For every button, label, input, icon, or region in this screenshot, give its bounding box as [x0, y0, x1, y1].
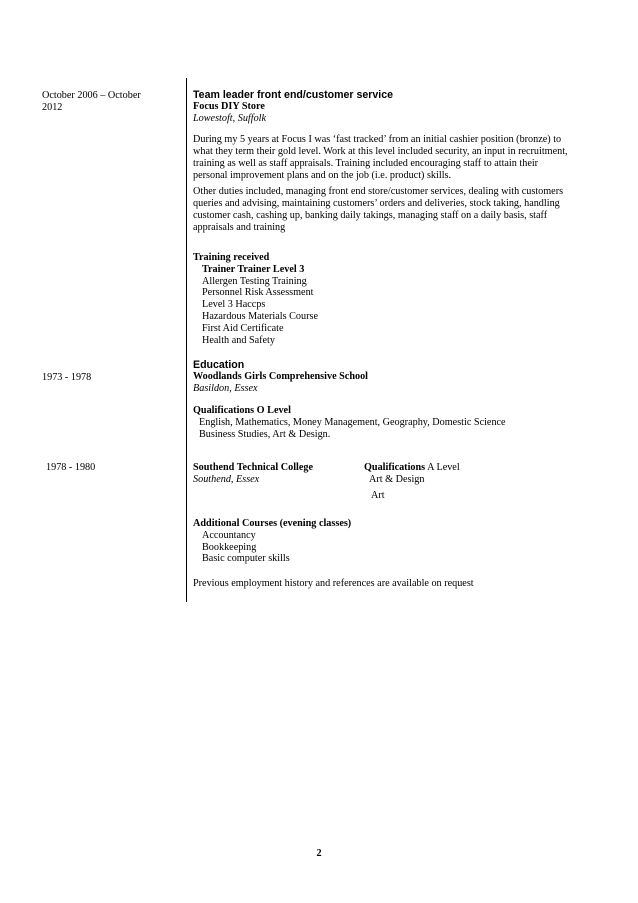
job-paragraph-2-line: Other duties included, managing front end store/customer services, dealing with customers: [193, 186, 564, 197]
job-paragraph-2-line: appraisals and training: [193, 222, 286, 233]
college-block: [193, 462, 363, 486]
olevel-heading: Qualifications O Level: [193, 405, 291, 416]
job-paragraph-1-line: personal improvement plans and on the job (i.e. product) skills.: [193, 170, 452, 181]
education-date-school: 1973 - 1978: [42, 372, 92, 383]
college-name: Southend Technical College: [193, 462, 314, 473]
job-title: Team leader front end/customer service: [193, 89, 393, 101]
alevel-subject: Art: [371, 490, 385, 501]
alevel-block: [364, 462, 564, 502]
alevel-heading: [364, 462, 564, 474]
school-location: Basildon, Essex: [193, 383, 258, 394]
training-heading: Training received: [193, 252, 270, 263]
page-number: 2: [316, 848, 322, 859]
alevel-subject: Art & Design: [369, 474, 425, 485]
job-paragraph-1-line: what they term their gold level. Work at this level included security, an input in recruitment,: [193, 146, 568, 157]
alevel-heading-level: A Level: [425, 462, 460, 473]
training-item: Level 3 Haccps: [202, 299, 266, 311]
additional-course-item: Bookkeeping: [202, 541, 257, 553]
education-date-college: 1978 - 1980: [46, 462, 96, 473]
closing-note: Previous employment history and references are available on request: [193, 578, 474, 589]
education-heading: Education: [193, 359, 245, 371]
additional-course-item: Basic computer skills: [202, 553, 290, 565]
column-divider: [186, 78, 187, 602]
job-date-line2: 2012: [42, 102, 63, 113]
additional-courses-section: [193, 518, 608, 565]
olevel-subjects-line1: English, Mathematics, Money Management, Geography, Domestic Science: [199, 417, 506, 428]
training-item: Hazardous Materials Course: [202, 310, 318, 322]
job-date: [42, 90, 141, 114]
training-item: Allergen Testing Training: [202, 275, 307, 287]
additional-courses-heading: Additional Courses (evening classes): [193, 518, 352, 529]
job-company: Focus DIY Store: [193, 101, 265, 112]
job-paragraph-1: [193, 134, 608, 182]
job-paragraph-2-line: customer cash, cashing up, banking daily takings, managing staff on a daily basis, staff: [193, 210, 548, 221]
training-item: Health and Safety: [202, 334, 275, 346]
job-paragraph-2-line: queries and advising, maintaining customers’ orders and deliveries, stock taking, handling: [193, 198, 560, 209]
college-location: Southend, Essex: [193, 474, 260, 485]
training-item: Trainer Trainer Level 3: [202, 263, 305, 275]
school-name: Woodlands Girls Comprehensive School: [193, 371, 369, 382]
job-section: [193, 89, 608, 234]
alevel-heading-label: Qualifications: [364, 462, 426, 473]
training-section: [193, 252, 608, 346]
additional-course-item: Accountancy: [202, 529, 256, 541]
training-item: First Aid Certificate: [202, 322, 284, 334]
olevel-subjects-line2: Business Studies, Art & Design.: [199, 429, 331, 440]
education-section: [193, 359, 608, 441]
job-paragraph-1-line: During my 5 years at Focus I was ‘fast tracked’ from an initial cashier position (bronze) to: [193, 134, 562, 145]
job-date-line1: October 2006 – October: [42, 90, 141, 101]
job-paragraph-2: [193, 186, 608, 234]
training-item: Personnel Risk Assessment: [202, 287, 314, 299]
job-location: Lowestoft, Suffolk: [193, 113, 267, 124]
job-paragraph-1-line: training as well as staff appraisals. Training included encouraging staff to attain their: [193, 158, 539, 169]
